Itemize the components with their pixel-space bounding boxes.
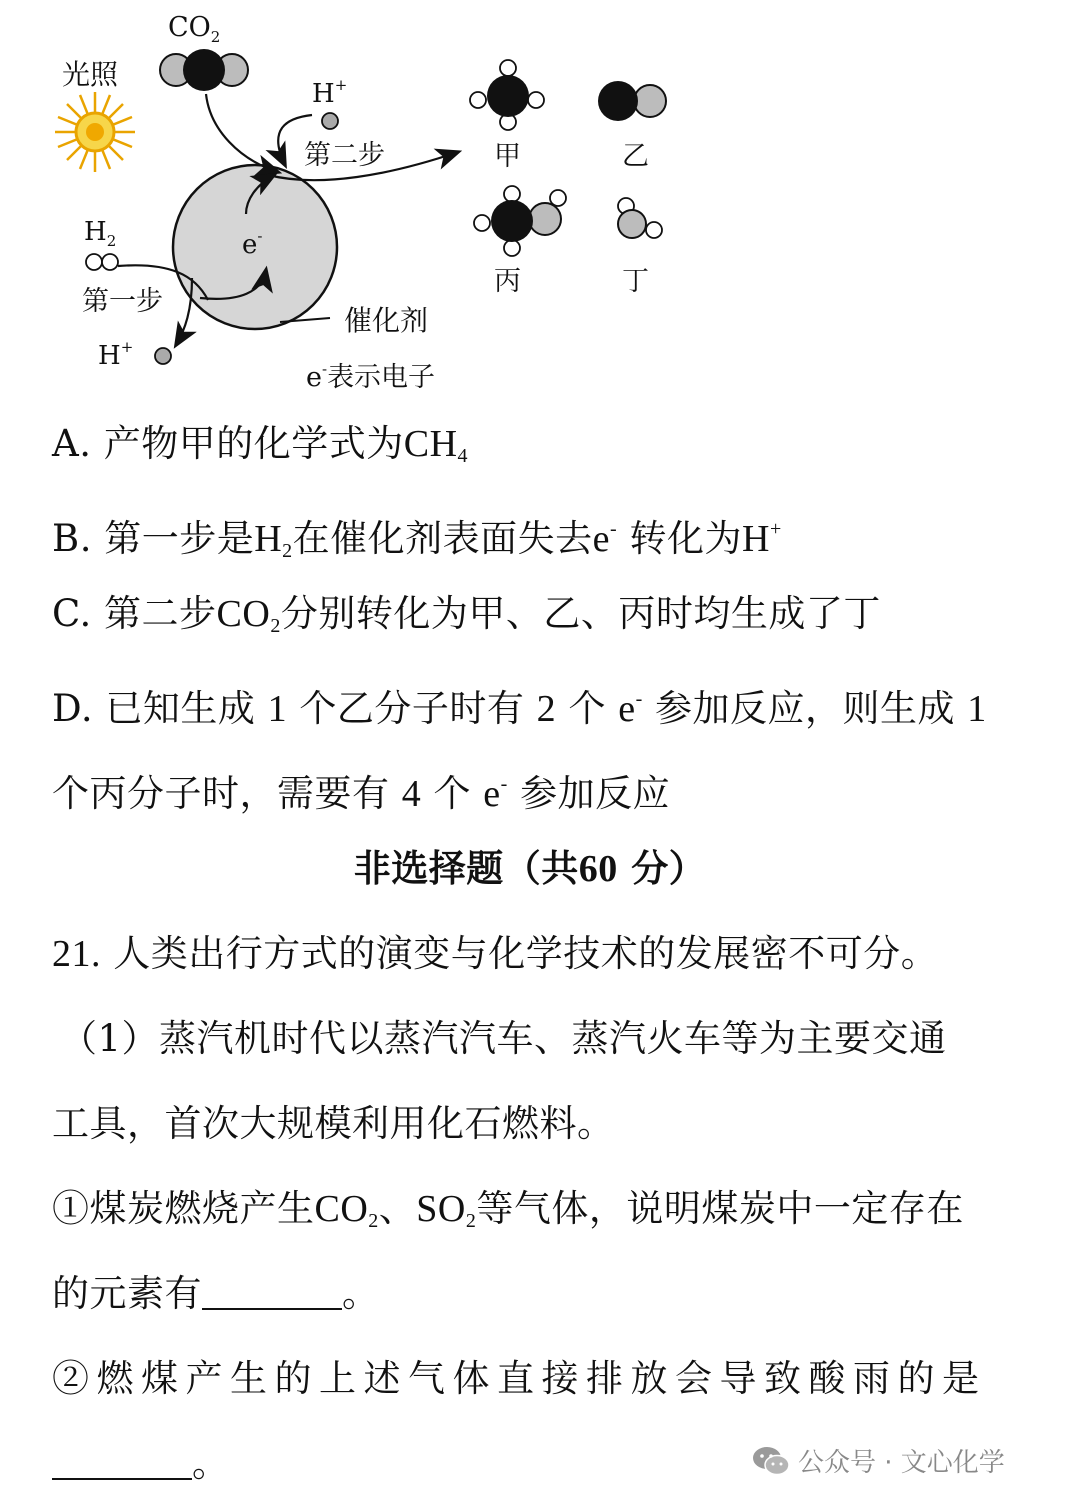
molecule-bing: [474, 186, 566, 256]
electron-note: e-表示电子: [306, 360, 436, 393]
product-bing-label: 丙: [494, 266, 521, 297]
co2-molecule: [160, 49, 248, 91]
option-a: A. 产物甲的化学式为$CH_4$: [52, 422, 469, 467]
molecule-yi: [598, 81, 666, 121]
section-title: 非选择题（共60 分）: [353, 847, 707, 890]
molecule-jia: [470, 60, 544, 130]
answer-blank-2[interactable]: [52, 1442, 192, 1480]
h2-molecule: [86, 254, 118, 270]
question-21-part1-line1: （1）蒸汽机时代以蒸汽汽车、蒸汽火车等为主要交通: [60, 1017, 947, 1060]
step2-label: 第二步: [304, 140, 385, 171]
wechat-icon: [752, 1445, 790, 1477]
co2-label: $CO_2$: [168, 12, 221, 46]
option-c: C. 第二步$CO_2$分别转化为甲、乙、丙时均生成了丁: [52, 592, 881, 637]
product-ding-label: 丁: [622, 266, 649, 297]
light-label: 光照: [62, 58, 119, 91]
h-plus-top-particle: [322, 113, 338, 129]
product-jia-label: 甲: [494, 141, 521, 172]
catalyst-label: 催化剂: [344, 304, 429, 337]
molecule-ding: [618, 198, 662, 238]
option-b: B. 第一步是$H_2$在催化剂表面失去e- 转化为H+: [52, 517, 782, 562]
question-21-item1-line2: 的元素有 。: [52, 1272, 380, 1315]
sun-icon: [55, 92, 135, 172]
electron-label: e-: [242, 227, 263, 260]
question-21-item1-line1: ①煤炭燃烧产生$CO_2$、$SO_2$等气体，说明煤炭中一定存在: [52, 1187, 964, 1232]
answer-blank-1[interactable]: [202, 1272, 342, 1310]
reaction-mechanism-diagram: [0, 0, 720, 400]
h-plus-bottom-label: H+: [98, 338, 134, 371]
h2-label: $H_2$: [84, 217, 117, 250]
h-plus-bottom-particle: [155, 348, 171, 364]
co2-arrow: [206, 94, 278, 172]
option-d-line1: D. 已知生成 1 个乙分子时有 2 个 e- 参加反应，则生成 1: [52, 687, 987, 730]
step1-label: 第一步: [82, 286, 163, 317]
h-plus-top-label: H+: [312, 76, 348, 109]
product-yi-label: 乙: [622, 141, 649, 172]
watermark-text: 公众号 · 文心化学: [798, 1448, 1005, 1478]
question-21-item2-line1: ②燃煤产生的上述气体直接排放会导致酸雨的是: [52, 1357, 987, 1400]
question-21-item2-line2: 。: [52, 1440, 230, 1488]
option-d-line2: 个丙分子时，需要有 4 个 e- 参加反应: [52, 772, 671, 815]
question-21-part1-line2: 工具，首次大规模利用化石燃料。: [52, 1102, 615, 1145]
question-21-stem: 21. 人类出行方式的演变与化学技术的发展密不可分。: [52, 932, 939, 975]
watermark: [752, 1442, 1005, 1479]
